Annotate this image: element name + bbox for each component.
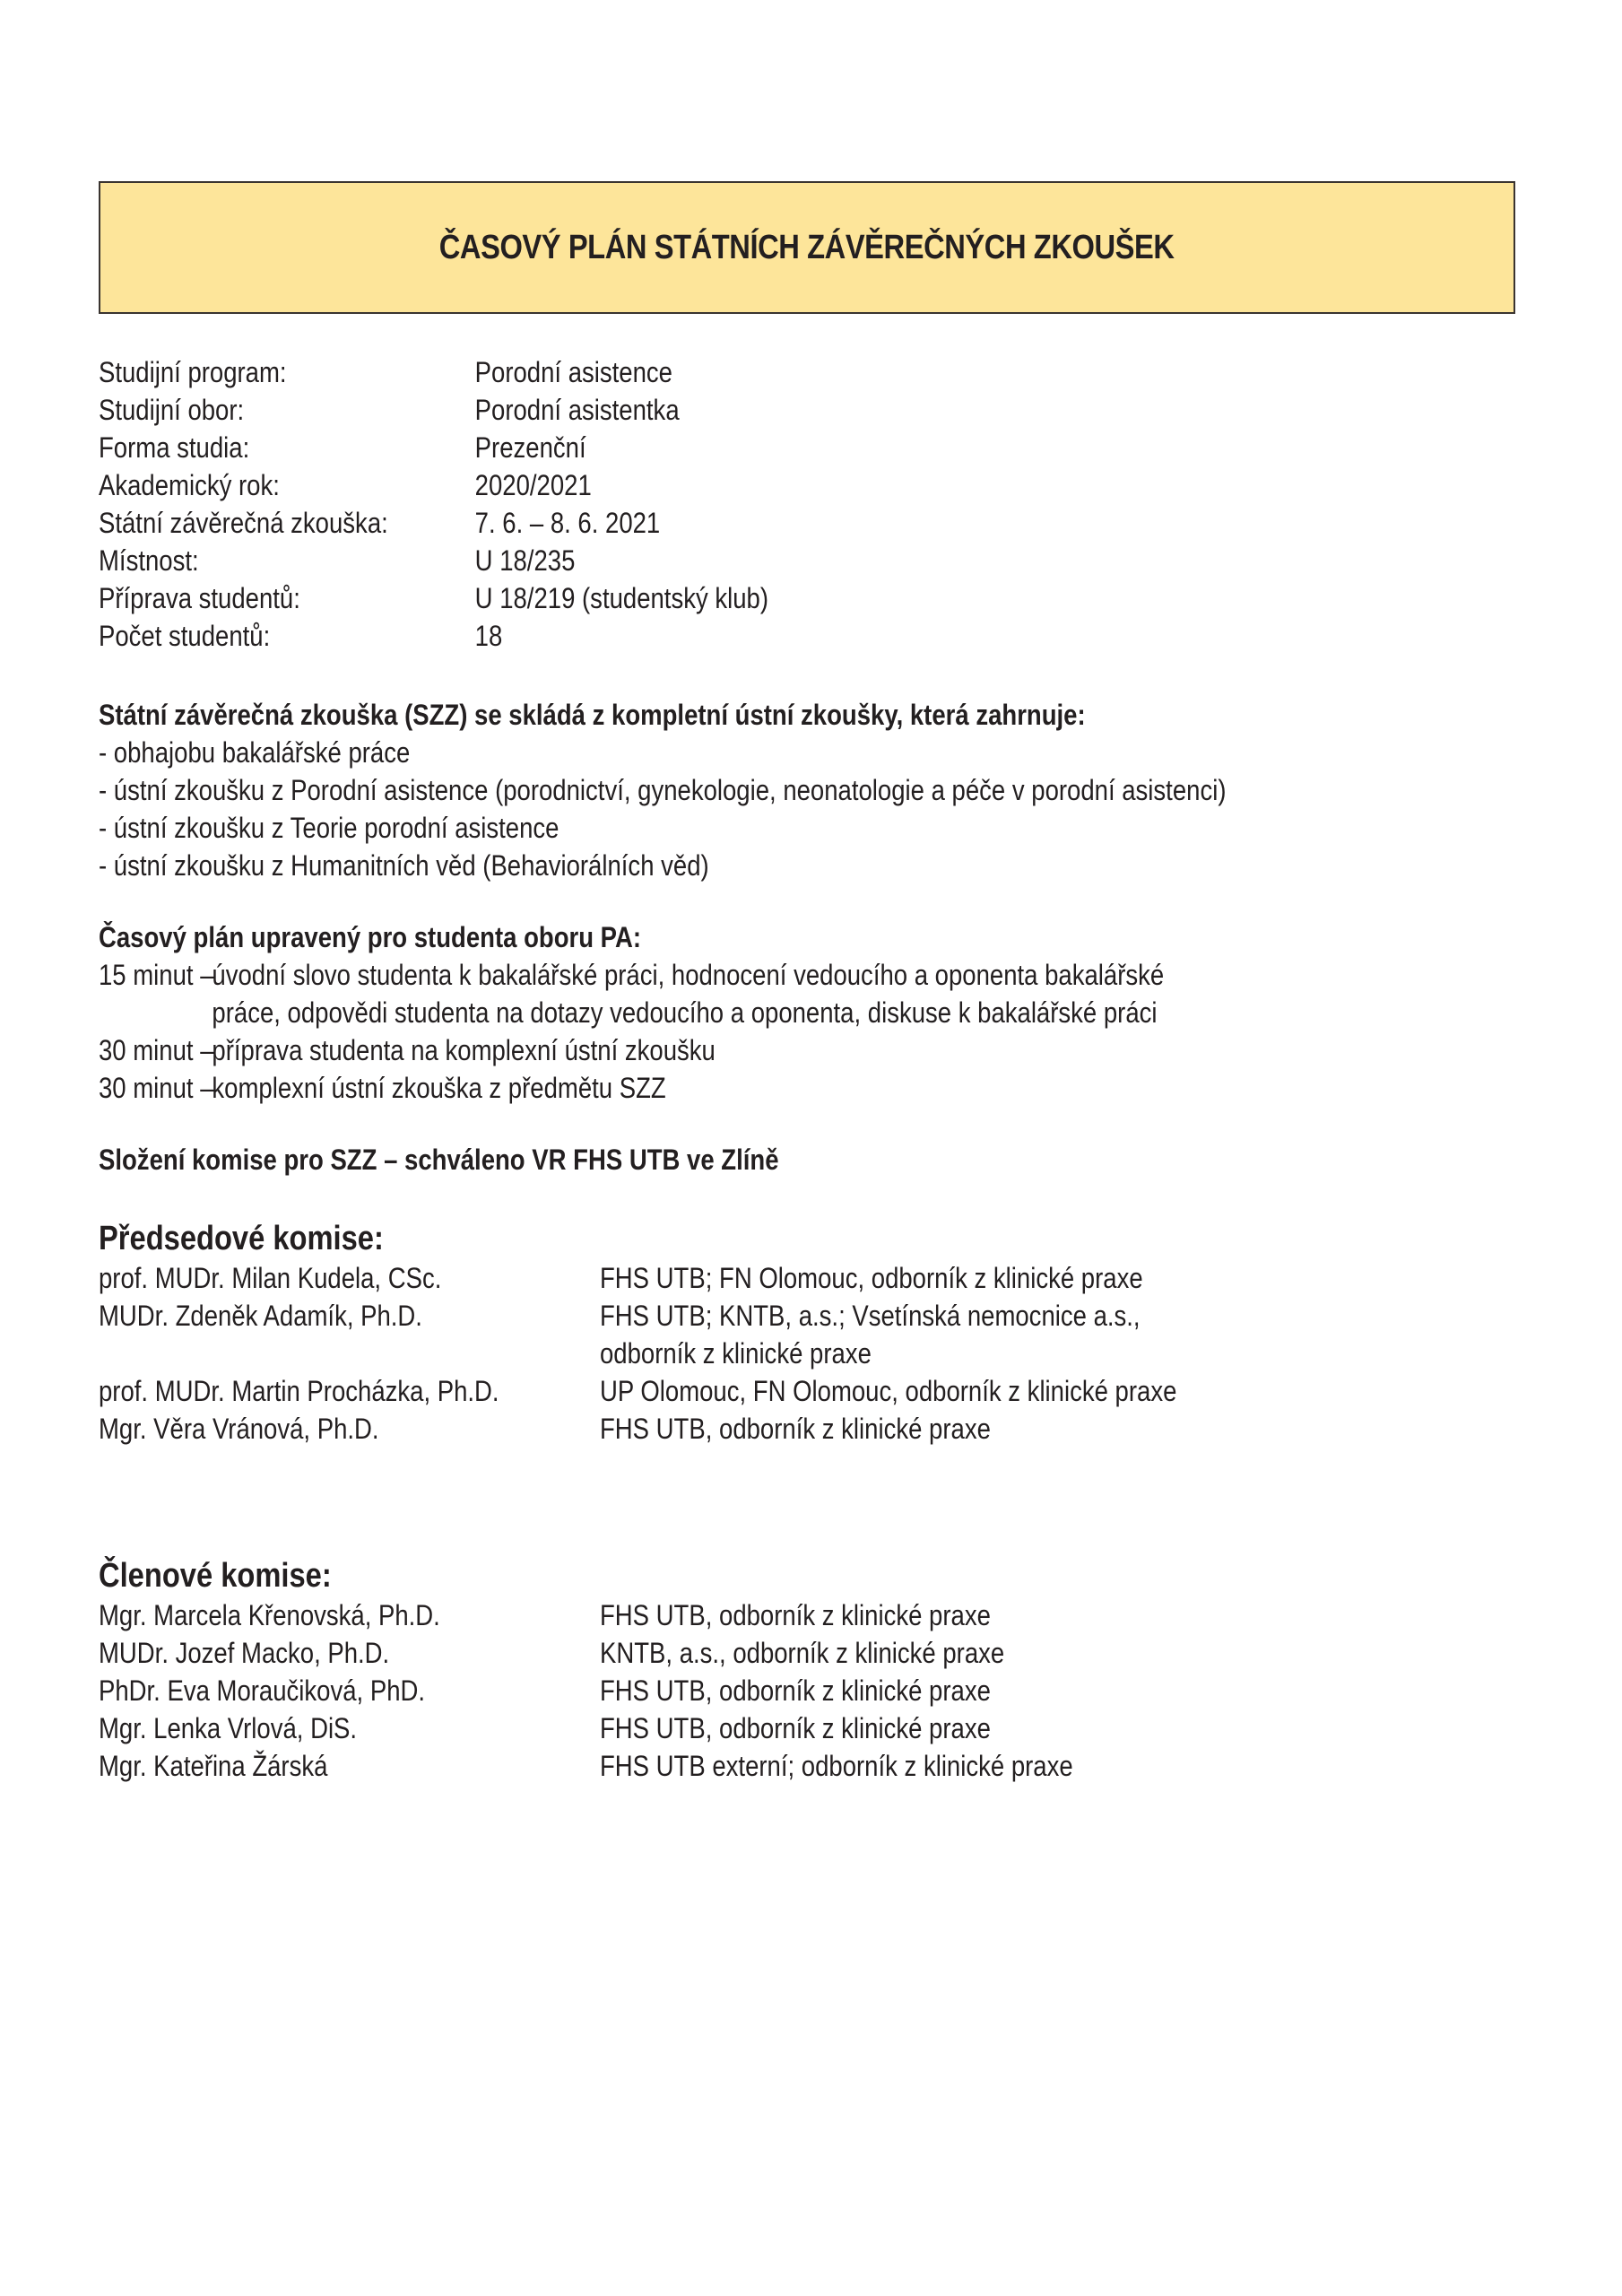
member-name: Mgr. Lenka Vrlová, DiS. [99,1712,358,1744]
info-row [99,617,1178,655]
exam-info [99,353,1354,655]
info-label: Počet studentů: [99,620,271,652]
member-row [99,1297,1176,1335]
info-value: U 18/219 (studentský klub) [474,582,769,614]
member-row [99,1259,1176,1297]
member-row [99,1596,1073,1634]
members-heading: Členové komise: [99,1557,332,1595]
member-name: Mgr. Věra Vránová, Ph.D. [99,1413,379,1445]
plan-duration: 15 minut – [99,959,214,991]
info-label: Místnost: [99,544,199,577]
member-name: prof. MUDr. Milan Kudela, CSc. [99,1262,442,1294]
plan-continuation: práce, odpovědi studenta na dotazy vedoucího a oponenta, diskuse k bakalářské práci [212,996,1158,1029]
member-affiliation: FHS UTB, odborník z klinické praxe [600,1674,991,1707]
info-value: 7. 6. – 8. 6. 2021 [474,507,661,539]
szz-item: - ústní zkoušku z Teorie porodní asistence [99,812,559,844]
info-row [99,429,1178,466]
plan-section [99,918,1338,1107]
member-affiliation: UP Olomouc, FN Olomouc, odborník z klinické praxe [600,1375,1177,1407]
member-name: prof. MUDr. Martin Procházka, Ph.D. [99,1375,499,1407]
szz-heading: Státní závěrečná zkouška (SZZ) se skládá z kompletní ústní zkoušky, která zahrnuje: [99,699,1086,731]
member-row [99,1672,1073,1709]
plan-heading: Časový plán upravený pro studenta oboru PA: [99,921,642,953]
member-affiliation: FHS UTB, odborník z klinické praxe [600,1413,991,1445]
member-affiliation: KNTB, a.s., odborník z klinické praxe [600,1637,1005,1669]
plan-duration: 30 minut – [99,1034,214,1066]
plan-text: komplexní ústní zkouška z předmětu SZZ [212,1072,666,1104]
member-row [99,1335,1176,1372]
chairs-section [99,1218,1352,1448]
member-name: PhDr. Eva Moraučiková, PhD. [99,1674,426,1707]
info-row [99,353,1178,391]
member-row [99,1634,1073,1672]
member-affiliation: FHS UTB; KNTB, a.s.; Vsetínská nemocnice a.s., [600,1300,1141,1332]
commission-section [99,1141,889,1178]
info-row [99,391,1178,429]
member-affiliation: FHS UTB, odborník z klinické praxe [600,1712,991,1744]
info-value: Porodní asistentka [474,394,680,426]
plan-text: úvodní slovo studenta k bakalářské práci, hodnocení vedoucího a oponenta bakalářské [212,959,1165,991]
szz-item: - ústní zkoušku z Humanitních věd (Behaviorálních věd) [99,849,709,882]
member-name-empty [99,1335,600,1372]
member-affiliation: FHS UTB externí; odborník z klinické praxe [600,1750,1073,1782]
commission-heading: Složení komise pro SZZ – schváleno VR FHS UTB ve Zlíně [99,1144,779,1176]
member-row [99,1709,1073,1747]
info-row [99,466,1178,504]
info-row [99,504,1178,542]
plan-duration: 30 minut – [99,1072,214,1104]
info-label: Státní závěrečná zkouška: [99,507,388,539]
members-section [99,1555,1232,1785]
szz-item: - ústní zkoušku z Porodní asistence (porodnictví, gynekologie, neonatologie a péče v porodní asistenci) [99,774,1227,806]
member-name: Mgr. Marcela Křenovská, Ph.D. [99,1599,440,1631]
info-value: U 18/235 [474,544,576,577]
member-affiliation: FHS UTB, odborník z klinické praxe [600,1599,991,1631]
info-label: Studijní program: [99,356,287,388]
info-label: Studijní obor: [99,394,245,426]
title-box [99,181,1515,314]
plan-row [99,1069,1164,1107]
member-affiliation: odborník z klinické praxe [600,1337,872,1370]
info-value: Porodní asistence [474,356,672,388]
info-row [99,579,1178,617]
info-label: Forma studia: [99,431,250,464]
member-row [99,1747,1073,1785]
plan-row [99,1031,1164,1069]
member-name: MUDr. Zdeněk Adamík, Ph.D. [99,1300,422,1332]
info-value: Prezenční [474,431,586,464]
plan-row [99,956,1164,994]
info-value: 18 [474,620,503,652]
member-name: MUDr. Jozef Macko, Ph.D. [99,1637,390,1669]
info-row [99,542,1178,579]
chairs-heading: Předsedové komise: [99,1220,384,1257]
member-name: Mgr. Kateřina Žárská [99,1750,328,1782]
plan-text: příprava studenta na komplexní ústní zkoušku [212,1034,716,1066]
szz-section [99,696,1409,884]
page-title: ČASOVÝ PLÁN STÁTNÍCH ZÁVĚREČNÝCH ZKOUŠEK [439,228,1175,266]
info-value: 2020/2021 [474,469,592,501]
member-row [99,1410,1176,1448]
info-label: Příprava studentů: [99,582,300,614]
info-label: Akademický rok: [99,469,280,501]
szz-item: - obhajobu bakalářské práce [99,736,411,769]
member-affiliation: FHS UTB; FN Olomouc, odborník z klinické praxe [600,1262,1143,1294]
member-row [99,1372,1176,1410]
